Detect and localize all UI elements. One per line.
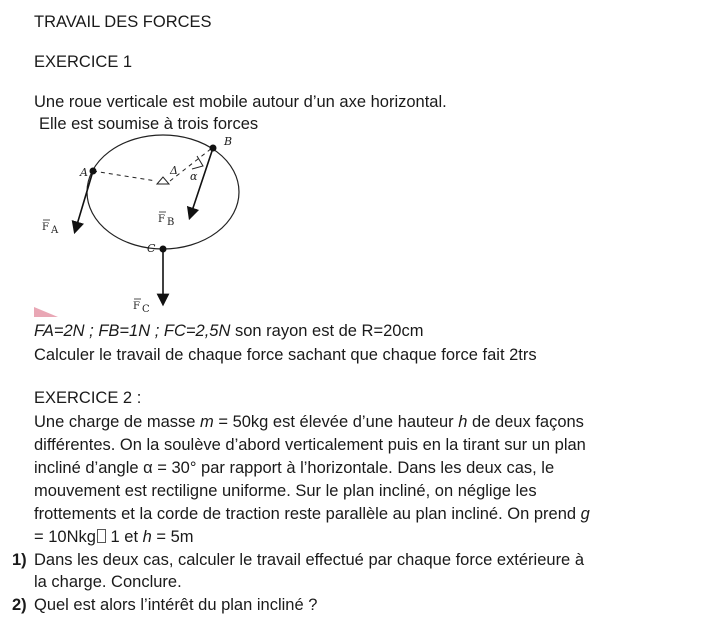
missing-glyph-box [97, 529, 106, 543]
exercise-2-line-1: Une charge de masse m = 50kg est élevée d’une hauteur h de deux façons [34, 413, 584, 431]
label-delta: Δ [170, 164, 178, 177]
exercise-2-line-3: incliné d’angle α = 30° par rapport à l’horizontale. Dans les deux cas, le [34, 459, 555, 477]
label-fb: F [158, 214, 165, 225]
question-2: 2) Quel est alors l’intérêt du plan incliné ? [12, 596, 318, 614]
exercise-1-text-line-2: Elle est soumise à trois forces [39, 115, 259, 133]
question-1-line-1: 1) Dans les deux cas, calculer le travail effectué par chaque force extérieure à [12, 551, 584, 569]
label-c: C [147, 242, 156, 255]
exercise-1-text-line-1: Une roue verticale est mobile autour d’un axe horizontal. [34, 93, 447, 111]
exercise-2-heading: EXERCICE 2 : [34, 389, 142, 407]
exercise-1-question: Calculer le travail de chaque force sachant que chaque force fait 2trs [34, 346, 537, 364]
exercise-1-heading: EXERCICE 1 [34, 53, 133, 71]
document-title: TRAVAIL DES FORCES [34, 13, 212, 31]
axis-delta-icon [157, 177, 169, 184]
pink-triangle-decoration [34, 307, 58, 317]
label-fc: F [133, 301, 140, 312]
forces-values: FA=2N ; FB=1N ; FC=2,5N [34, 322, 231, 340]
label-fa-sub: A [51, 225, 59, 236]
force-fa-arrow [76, 171, 93, 228]
label-a: A [80, 166, 88, 179]
alpha-angle-mark [192, 156, 203, 169]
exercise-1-data [34, 321, 423, 341]
label-alpha: α [190, 170, 198, 183]
exercise-2-line-2: différentes. On la soulève d’abord verticalement puis en la tirant sur un plan [34, 436, 586, 454]
wheel-circle [87, 135, 239, 249]
label-fb-sub: B [167, 217, 175, 228]
exercise-2-line-6: = 10Nkg 1 et h = 5m [34, 528, 194, 546]
exercise-2-line-5: frottements et la corde de traction reste parallèle au plan incliné. On prend g [34, 505, 590, 523]
label-fc-sub: C [142, 304, 150, 315]
label-b: B [224, 135, 233, 148]
exercise-2-line-4: mouvement est rectiligne uniforme. Sur le plan incliné, on néglige les [34, 482, 537, 500]
label-fa: F [42, 222, 49, 233]
radius-a-dashed [93, 171, 156, 181]
radius-value: son rayon est de R=20cm [230, 322, 424, 340]
question-1-line-2: la charge. Conclure. [34, 573, 182, 591]
